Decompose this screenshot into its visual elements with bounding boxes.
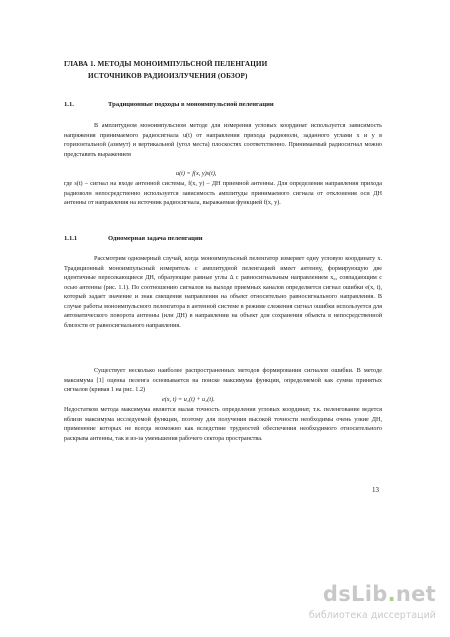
paragraph-amplitude-method: В амплитудном моноимпульсном методе для измерения угловых координат используется зависимость напряжения принимаемого радиосигнала u(t) от направления прихода радиоволн, заданного углами x и y в горизонтальной (азимут) и вертикальной (угол места) плоскостях соответственно. Принимаемый радиосигнал можно представить выражением [64, 122, 382, 158]
watermark-logo [296, 582, 436, 628]
watermark-logo-text: dsLib.net [322, 582, 436, 606]
section-heading-1-1-1 [64, 234, 203, 244]
watermark-tagline: библиотека диссертаций [308, 610, 436, 621]
section-number: 1.1.1 [64, 235, 78, 242]
paragraph-one-dimensional: Рассмотрим одномерный случай, когда моноимпульсный пеленгатор измеряет одну угловую координату x. Традиционный моноимпульсный измеритель с амплитудной пеленгацией имеет антенну, формирующую две идентичные пересекающиеся ДН, образующие равные углы Δ с равносигнальным направлением x₀, совпадающим с осью антенны (рис. 1.1). По соотношению сигналов на выходе приемных каналов определяется сигнал ошибки e(x, t), который задает значение и знак смещения направления на объект относительно равносигнального направления. В случае работы моноимпульсного пеленгатора в антенной системе в режиме слежения сигнал ошибки используется для автоматического поворота антенны (или ДН) в направлении на объект для сохранения объекта в непосредственной близости от равносигнального направления. [64, 255, 382, 329]
section-title: Одномерная задача пеленгации [108, 235, 203, 242]
paragraph-antenna-pattern: где s(t) – сигнал на входе антенной системы, f(x, y) – ДН приемной антенны. Для определения направления прихода радиоволн непосредственно используется зависимость амплитуды принимаемого сигнала от отклонения оси ДН антенны от направления на источник радиосигнала, выражаемая функцией f(x, y). [64, 180, 382, 207]
paragraph-max-method-drawback: Недостатком метода максимума является малая точность определения угловых координат, т.к. пеленгование ведется вблизи максимума исследуемой функции, поэтому для получения высокой точности необходимы очень узкие ДН, применение которых не всегда возможно как вследствие трудностей обеспечения необходимого относительного раскрыва антенны, так и из-за уменьшения рабочего сектора пространства. [64, 406, 382, 442]
paragraph-error-signal-methods: Существует несколько наиболее распространенных методов формирования сигналов ошибки. В методе максимума [1] оценка пеленга основывается на поиске максимума функции, определяемой как сумма принятых сигналов (кривая 1 на рис. 1.2) [64, 367, 382, 394]
equation-received-signal: u(t) = f(x, y)s(t), [176, 170, 217, 177]
section-title: Традиционные подходы в моноимпульсной пеленгации [108, 101, 274, 108]
equation-error-signal: e(x, t) = u₁(t) + u₂(t). [162, 396, 215, 403]
chapter-title-line-1: ГЛАВА 1. МЕТОДЫ МОНОИМПУЛЬСНОЙ ПЕЛЕНГАЦИИ [64, 60, 268, 68]
chapter-title-line-2: ИСТОЧНИКОВ РАДИОИЗЛУЧЕНИЯ (ОБЗОР) [88, 72, 248, 80]
page-number: 13 [372, 486, 379, 494]
section-heading-1-1 [64, 100, 274, 110]
section-number: 1.1. [64, 101, 74, 108]
